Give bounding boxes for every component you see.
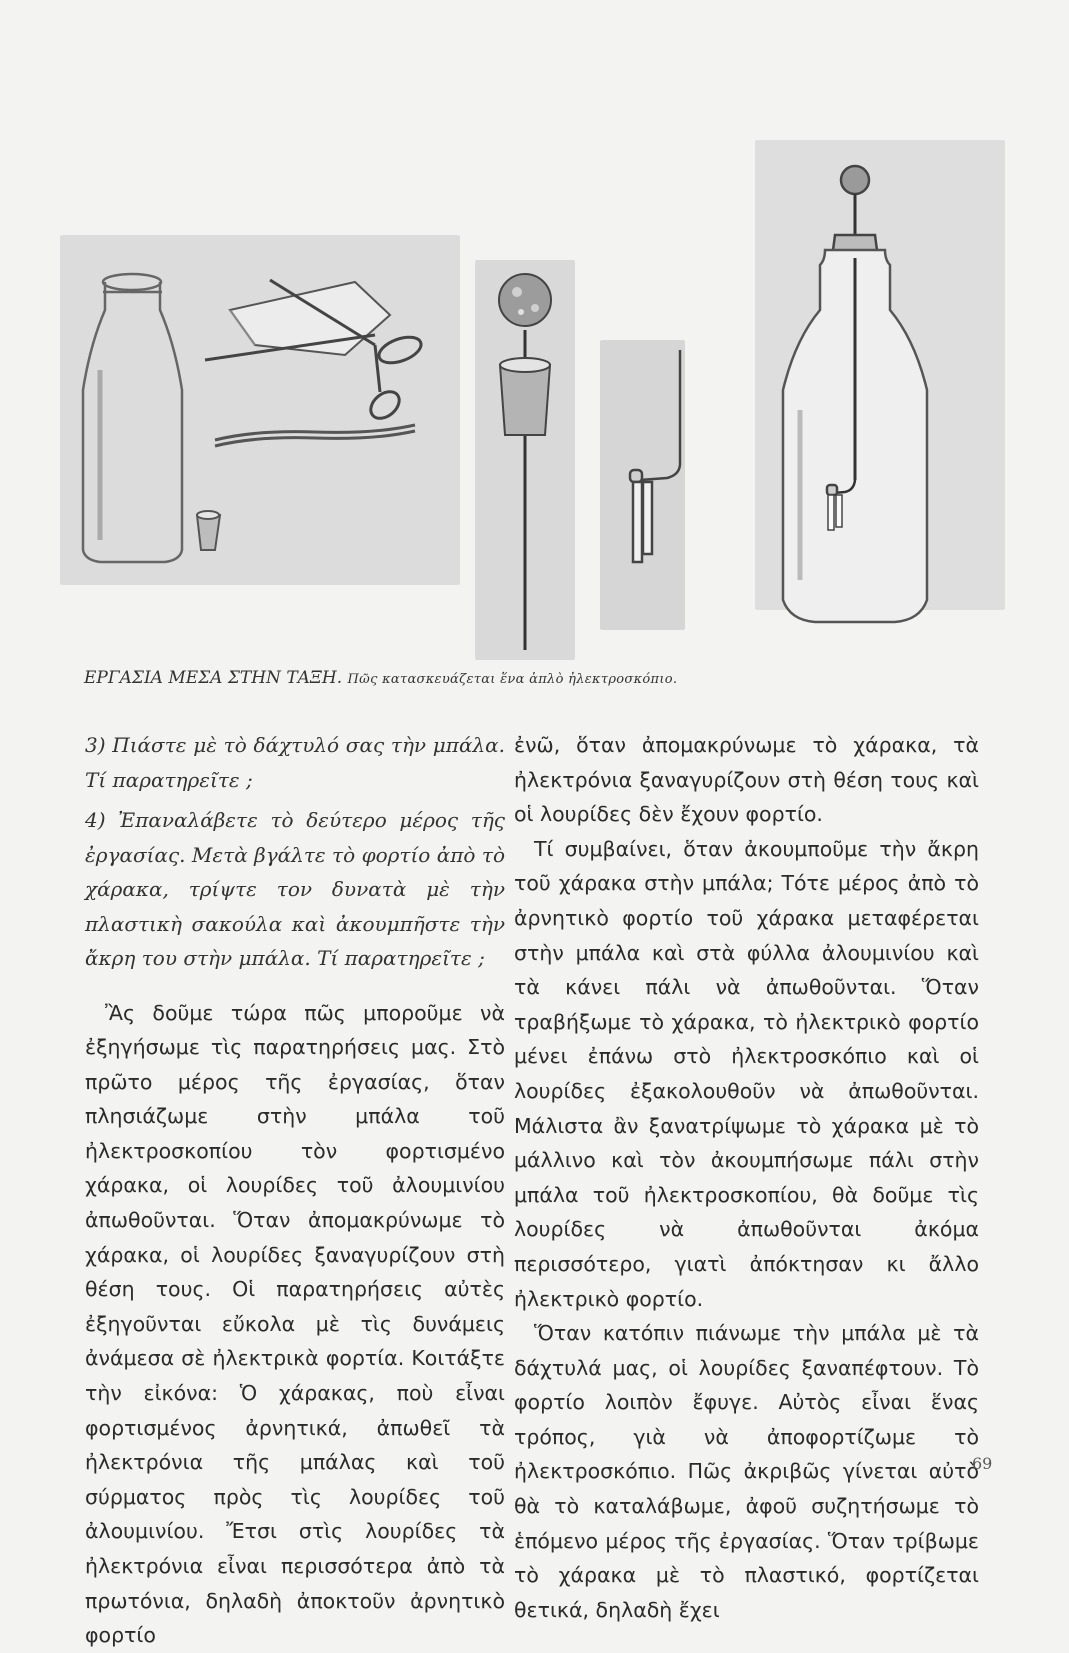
caption-title: ΕΡΓΑΣΙΑ ΜΕΣΑ ΣΤΗΝ ΤΑΞΗ. <box>84 668 343 688</box>
bent-wire-strips-drawing <box>630 350 680 562</box>
electroscope-illustration <box>55 140 1015 670</box>
continuation-paragraph: ἐνῶ, ὅταν ἀπομακρύνωμε τὸ χάρακα, τὰ ἠλεκτρόνια ξαναγυρίζουν στὴ θέση τους καὶ οἱ λουρίδες δὲν ἔχουν φορτίο. <box>514 733 979 827</box>
figure-caption <box>84 668 984 688</box>
discharge-paragraph: Ὅταν κατόπιν πιάνωμε τὴν μπάλα μὲ τὰ δάχτυλά μας, οἱ λουρίδες ξαναπέφτουν. Τὸ φορτίο λοιπὸν ἔφυγε. Αὐτὸς εἶναι ἕνας τρόπος, γιὰ νὰ ἀποφορτίζωμε τὸ ἠλεκτροσκόπιο. Πῶς ἀκριβῶς γίνεται αὐτὸ θὰ τὸ καταλάβωμε, ἀφοῦ συζητήσωμε τὸ ἑπόμενο μέρος τῆς ἐργασίας. Ὅταν τρίβωμε τὸ χάρακα μὲ τὸ πλαστικό, φορτίζεται θετικά, δηλαδὴ ἔχει <box>514 1321 979 1622</box>
assembled-electroscope-drawing <box>783 166 927 622</box>
cork-stopper-drawing <box>197 511 220 550</box>
touching-ball-paragraph: Τί συμβαίνει, ὅταν ἀκουμποῦμε τὴν ἄκρη τοῦ χάρακα στὴν μπάλα; Τότε μέρος ἀπὸ τὸ ἀρνητικὸ φορτίο τοῦ χάρακα μεταφέρεται στὴν μπάλα καὶ στὰ φύλλα ἀλουμινίου καὶ τὰ κάνει πάλι νὰ ἀπωθοῦνται. Ὅταν τραβήξωμε τὸ χάρακα, τὸ ἠλεκτρικὸ φορτίο μένει ἐπάνω στὸ ἠλεκτροσκόπιο καὶ οἱ λουρίδες ἐξακολουθοῦν νὰ ἀπωθοῦνται. Μάλιστα ἂν ξανατρίψωμε τὸ χάρακα μὲ τὸ μάλλινο καὶ τὸν ἀκουμπήσωμε πάλι στὴν μπάλα τοῦ ἠλεκτροσκοπίου, θὰ δοῦμε τὶς λουρίδες νὰ ἀπωθοῦνται ἀκόμα περισσότερο, γιατὶ ἀπόκτησαν κι ἄλλο ἠλεκτρικὸ φορτίο. <box>514 836 979 1311</box>
cork-with-ball-drawing <box>499 274 551 650</box>
page-number: 69 <box>972 1454 993 1473</box>
step-3-text: 3) Πιάστε μὲ τὸ δάχτυλό σας τὴν μπάλα. Τί παρατηρεῖτε ; <box>85 733 505 792</box>
left-column <box>85 728 505 1653</box>
glass-bottle-drawing <box>83 274 182 562</box>
plastic-straw-drawing <box>215 425 415 446</box>
caption-text: Πῶς κατασκευάζεται ἕνα ἁπλὸ ἠλεκτροσκόπιο. <box>347 672 678 687</box>
right-column <box>514 728 979 1627</box>
explanation-paragraph: Ἂς δοῦμε τώρα πῶς μποροῦμε νὰ ἐξηγήσωμε τὶς παρατηρήσεις μας. Στὸ πρῶτο μέρος τῆς ἐργασίας, ὅταν πλησιάζωμε στὴν μπάλα τοῦ ἠλεκτροσκοπίου τὸν φορτισμένο χάρακα, οἱ λουρίδες τοῦ ἀλουμινίου ἀπωθοῦνται. Ὅταν ἀπομακρύνωμε τὸ χάρακα, οἱ λουρίδες ξαναγυρίζουν στὴ θέση τους. Οἱ παρατηρήσεις αὐτὲς ἐξηγοῦνται εὔκολα μὲ τὶς δυνάμεις ἀνάμεσα σὲ ἠλεκτρικὰ φορτία. Κοιτάξτε τὴν εἰκόνα: Ὁ χάρακας, ποὺ εἶναι φορτισμένος ἀρνητικά, ἀπωθεῖ τὰ ἠλεκτρόνια τῆς μπάλας καὶ τοῦ σύρματος πρὸς τὶς λουρίδες τοῦ ἀλουμινίου. Ἔτσι στὶς λουρίδες τὰ ἠλεκτρόνια εἶναι περισσότερα ἀπὸ τὰ πρωτόνια, δηλαδὴ ἀποκτοῦν ἀρνητικὸ φορτίο <box>85 1000 505 1648</box>
step-4-text: 4) Ἐπαναλάβετε τὸ δεύτερο μέρος τῆς ἐργασίας. Μετὰ βγάλτε τὸ φορτίο ἀπὸ τὸ χάρακα, τρίψτε τον δυνατὰ μὲ τὴν πλαστικὴ σακούλα καὶ ἀκουμπῆστε τὴν ἄκρη του στὴν μπάλα. Τί παρατηρεῖτε ; <box>85 808 505 970</box>
